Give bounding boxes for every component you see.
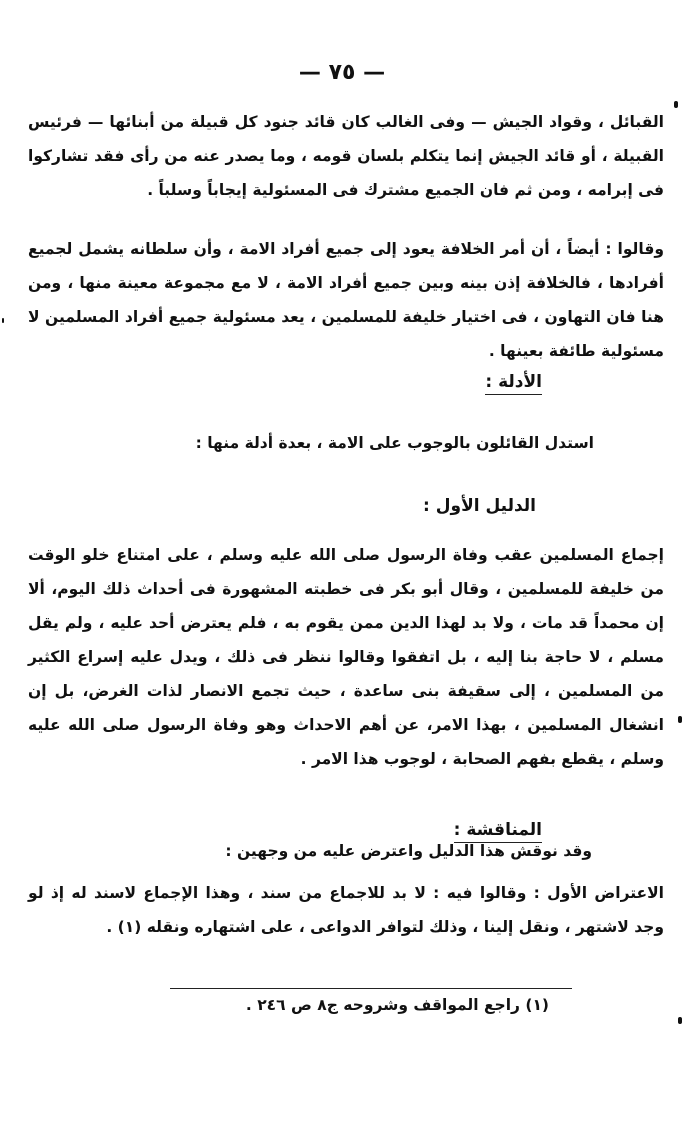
paragraph-text: إجماع المسلمين عقب وفاة الرسول صلى الله عليه وسلم ، على امتناع خلو الوقت من خليفة للمسلمين ، وقال أبو بكر فى خطبته المشهورة فى أحداث ذلك اليوم، ألا إن محمداً قد مات ، ولا بد لهذا الدين ممن يقوم به ، فلم يعترض أحد عليه ، ولم يقل مسلم ، لا حاجة بنا إليه ، بل اتفقوا وقالوا ننظر فى ذلك ، ويدل عليه إسراع الكثير من المسلمين ، إلى سقيفة بنى ساعدة ، حيث تجمع الانصار لذات الغرض، بل إن انشغال المسلمين ، بهذا الامر، عن أهم الاحداث وهو وفاة الرسول صلى الله عليه وسلم ، يقطع بفهم الصحابة ، لوجوب هذا الامر .: [28, 546, 664, 768]
section-heading-discussion: المناقشة :: [454, 820, 542, 843]
paragraph-text: الاعتراض الأول : وقالوا فيه : لا بد للاجماع من سند ، وهذا الإجماع لاسند له إذ لو وجد لاشتهر ، ونقل إلينا ، وذلك لتوافر الدواعى ، على اشتهاره ونقله (١) .: [28, 884, 664, 936]
paragraph-caliphate-authority: [28, 232, 664, 368]
paragraph-first-objection: [28, 876, 664, 944]
page-number: — ٧٥ —: [298, 60, 386, 85]
evidence-intro-line: استدل القائلون بالوجوب على الامة ، بعدة أدلة منها :: [195, 434, 594, 452]
scan-speck: [678, 716, 682, 723]
paragraph-text: القبائل ، وقواد الجيش — وفى الغالب كان قائد جنود كل قبيلة من أبنائها — فرئيس القبيلة ، أو قائد الجيش إنما يتكلم بلسان قومه ، وما يصدر عنه من رأى فقد تشاركوا فى إبرامه ، ومن ثم فان الجميع مشترك فى المسئولية إيجاباً وسلباً .: [28, 113, 664, 199]
scan-speck: [2, 318, 4, 323]
footnote: (١) راجع المواقف وشروحه ج٨ ص ٢٤٦ .: [245, 996, 549, 1014]
footnote-divider: [170, 988, 572, 989]
paragraph-consensus: [28, 538, 664, 776]
paragraph-text: وقالوا : أيضاً ، أن أمر الخلافة يعود إلى جميع أفراد الامة ، وأن سلطانه يشمل لجميع أفرادها ، فالخلافة إذن بينه وبين جميع أفراد الامة ، لا مع مجموعة معينة منها ، ومن هنا فان التهاون ، فى اختيار خليفة للمسلمين ، يعد مسئولية جميع أفراد المسلمين لا مسئولية طائفة بعينها .: [28, 240, 664, 360]
section-heading-evidence: الأدلة :: [485, 372, 542, 395]
scan-speck: [674, 101, 678, 108]
discussion-intro-line: وقد نوقش هذا الدليل واعترض عليه من وجهين :: [225, 842, 592, 860]
paragraph-tribal-leaders: [28, 105, 664, 207]
section-heading-first-evidence: الدليل الأول :: [423, 496, 536, 516]
scan-speck: [678, 1017, 682, 1024]
